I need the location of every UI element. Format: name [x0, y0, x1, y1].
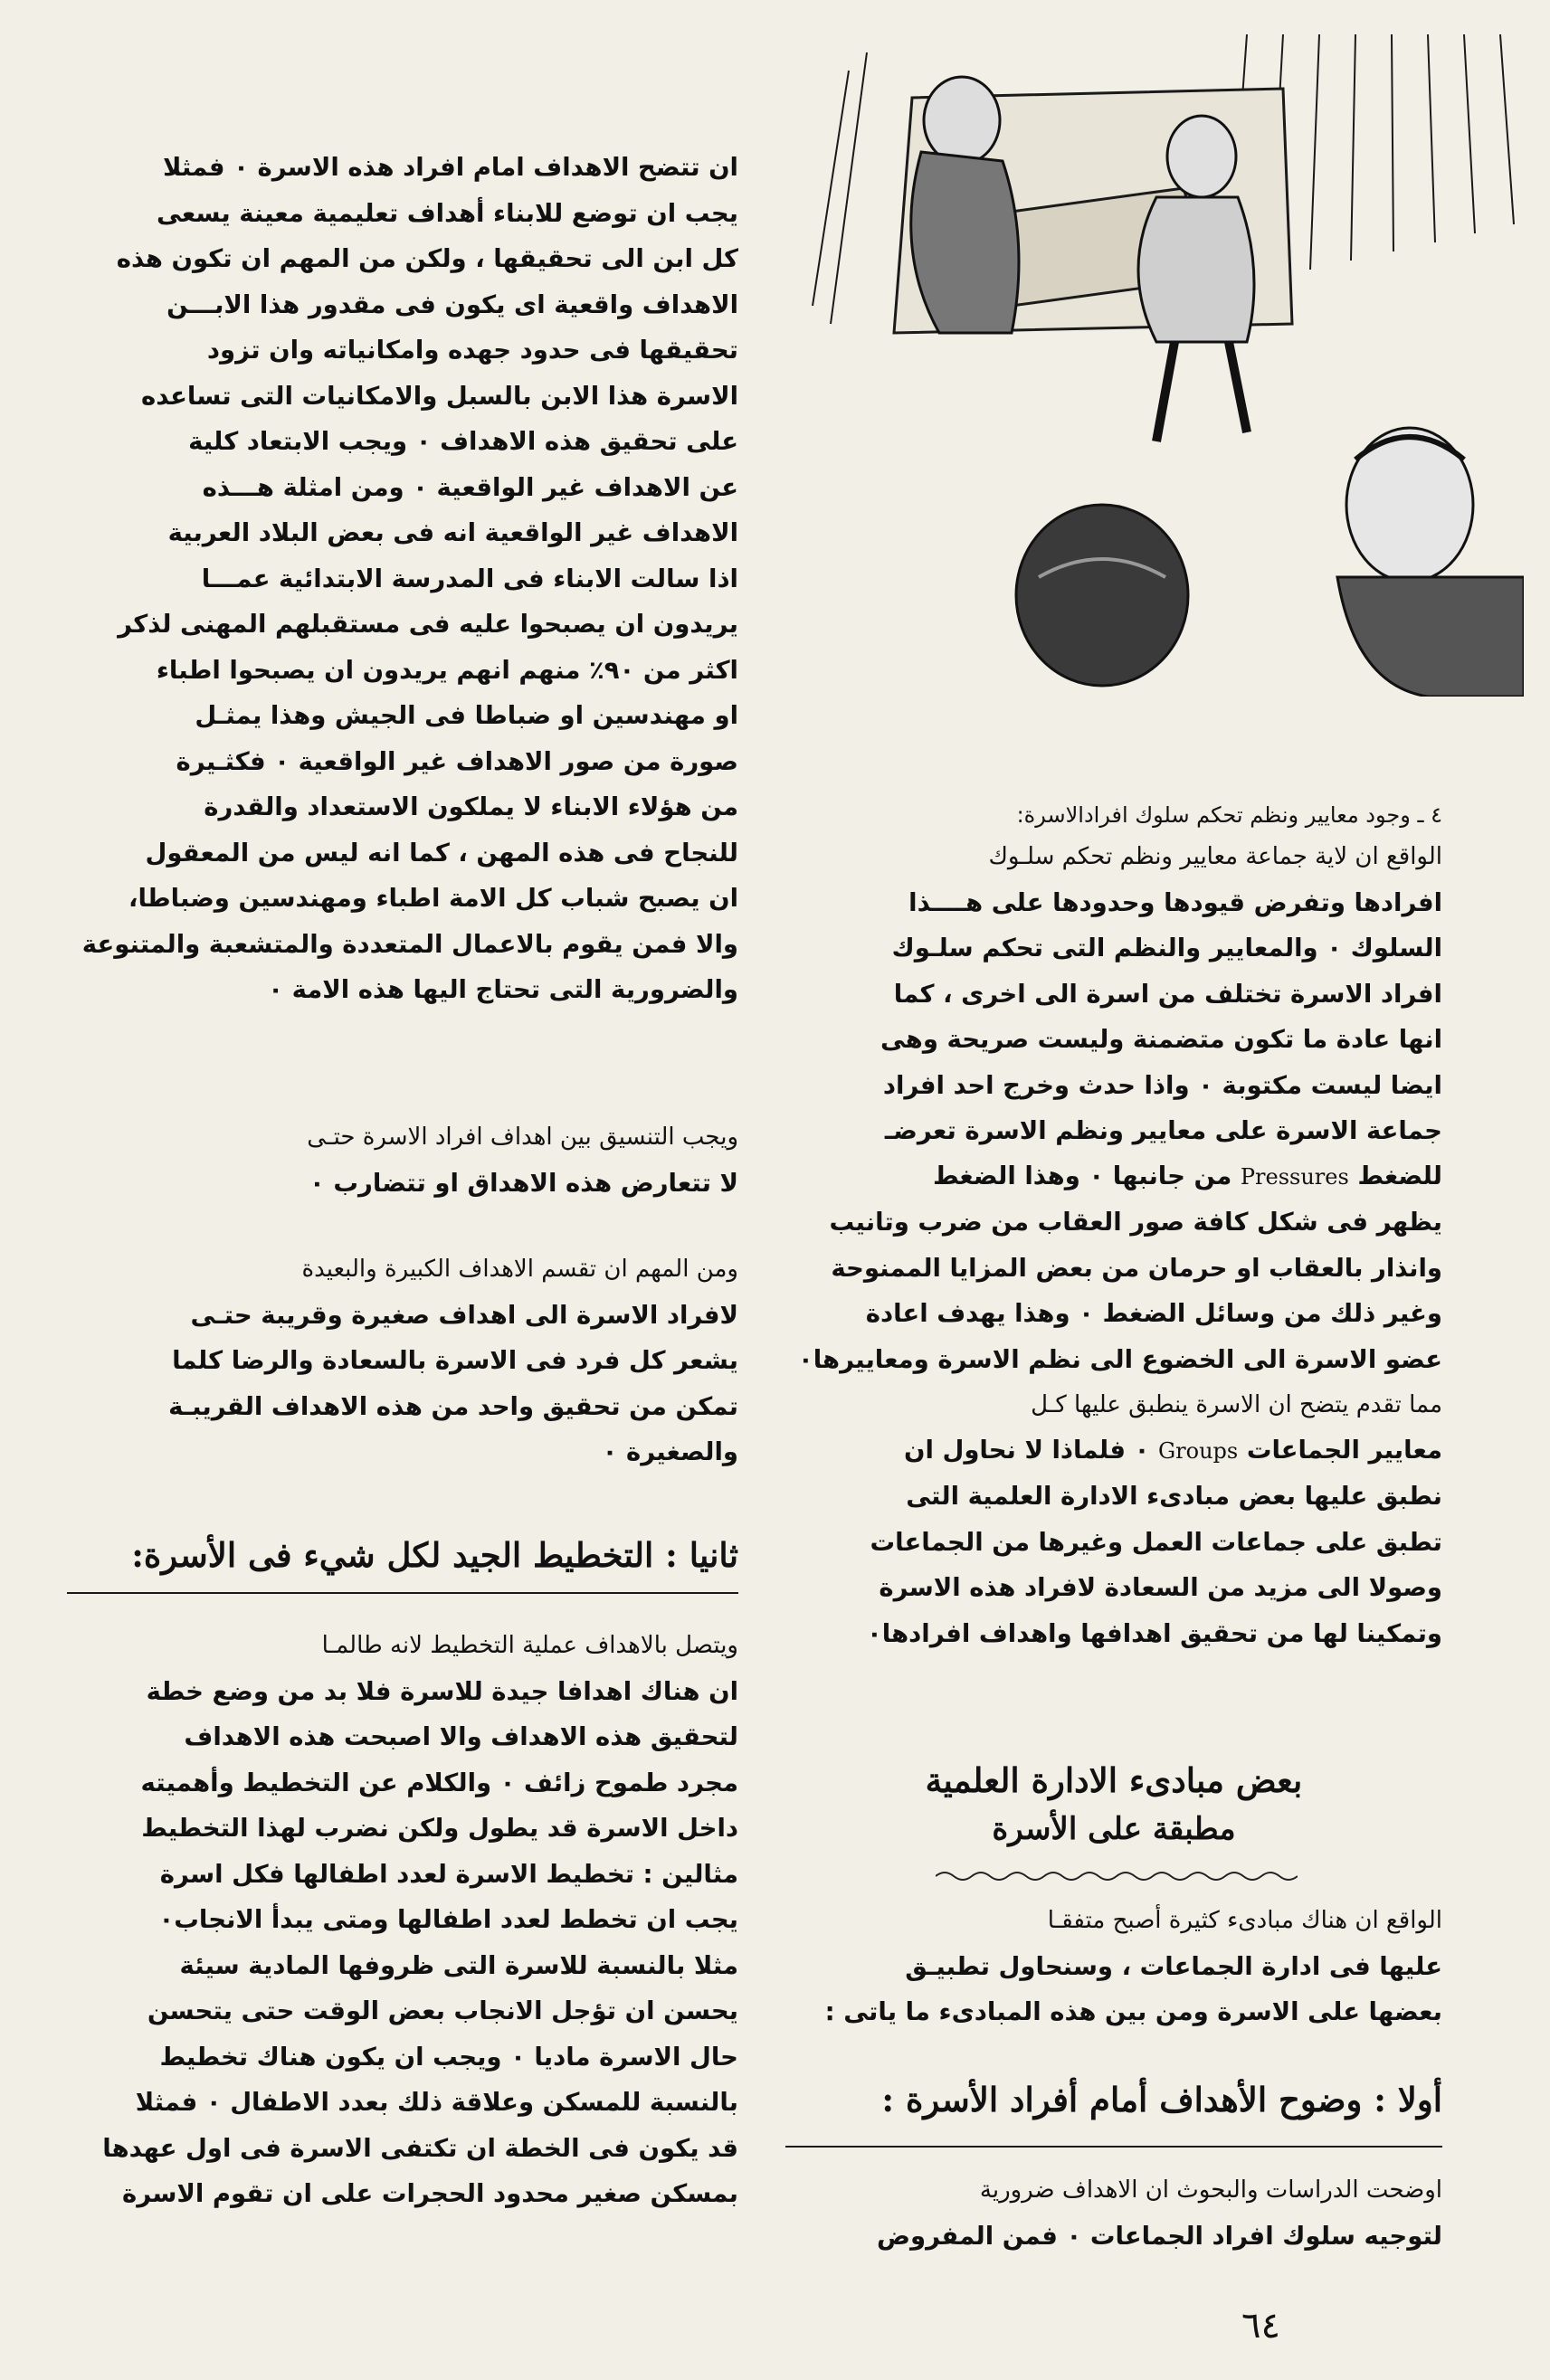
text-line: على تحقيق هذه الاهداف ٠ ويجب الابتعاد كلية — [188, 427, 738, 456]
text-line: ان هناك اهدافا جيدة للاسرة فلا بد من وضع خطة — [146, 1676, 738, 1706]
text-line: اكثر من ٩٠٪ منهم انهم يريدون ان يصبحوا اطباء — [156, 655, 738, 685]
text-line: يحسن ان تؤجل الانجاب بعض الوقت حتى يتحسن — [147, 1996, 738, 2025]
text-line: والصغيرة ٠ — [602, 1437, 738, 1466]
text-line: لتوجيه سلوك افراد الجماعات ٠ فمن المفروض — [877, 2221, 1442, 2251]
first-principle-heading: أولا : وضوح الأهداف أمام أفراد الأسرة : — [881, 2080, 1442, 2119]
text-line: مثالين : تخطيط الاسرة لعدد اطفالها فكل اسرة — [159, 1859, 738, 1889]
text-line: حال الاسرة ماديا ٠ ويجب ان يكون هناك تخطيط — [159, 2042, 738, 2072]
text-line: من هؤلاء الابناء لا يملكون الاستعداد والقدرة — [204, 792, 738, 821]
text-line: وغير ذلك من وسائل الضغط ٠ وهذا يهدف اعادة — [865, 1299, 1442, 1328]
intro-paragraph — [67, 145, 738, 1013]
text-line: يجب ان تخطط لعدد اطفالها ومتى يبدأ الانجاب٠ — [158, 1905, 738, 1934]
item4-heading: ٤ ـ وجود معايير ونظم تحكم سلوك افرادالاسرة: — [1016, 802, 1442, 828]
text-line: لا تتعارض هذه الاهداق او تتضارب ٠ — [309, 1168, 738, 1198]
text-line: او مهندسين او ضباطا فى الجيش وهذا يمثـل — [195, 701, 738, 730]
text-line: نطبق عليها بعض مبادىء الادارة العلمية التى — [906, 1482, 1442, 1511]
text-line: ايضا ليست مكتوبة ٠ واذا حدث وخرج احد افراد — [882, 1070, 1442, 1100]
text-line: ويتصل بالاهداف عملية التخطيط لانه طالمـا — [321, 1632, 738, 1659]
division-paragraph — [67, 1247, 738, 1475]
text-line: والضرورية التى تحتاج اليها هذه الامة ٠ — [268, 975, 738, 1004]
text-line: الاهداف غير الواقعية انه فى بعض البلاد العربية — [167, 518, 738, 547]
text-line: عضو الاسرة الى الخضوع الى نظم الاسرة ومعاييرها٠ — [797, 1344, 1442, 1374]
text-line: تحقيقها فى حدود جهده وامكانياته وان تزود — [206, 336, 738, 365]
text-line: يظهر فى شكل كافة صور العقاب من ضرب وتانيب — [829, 1208, 1442, 1237]
text-line: وصولا الى مزيد من السعادة لافراد هذه الاسرة — [879, 1573, 1442, 1602]
groups-line: معايير الجماعات Groups ٠ فلماذا لا نحاول ان — [903, 1436, 1442, 1465]
text-line: عن الاهداف غير الواقعية ٠ ومن امثلة هـــذه — [202, 472, 738, 502]
text-line: بمسكن صغير محدود الحجرات على ان تقوم الاسرة — [122, 2179, 738, 2208]
section-heading-planning: ثانيا : التخطيط الجيد لكل شيء فى الأسرة: — [131, 1535, 738, 1575]
text-line: داخل الاسرة قد يطول ولكن نضرب لهذا التخطيط — [141, 1814, 738, 1843]
text-line: صورة من صور الاهداف غير الواقعية ٠ فكثـيرة — [176, 746, 738, 776]
summary-paragraph — [785, 1474, 1442, 1656]
principles-intro-paragraph — [785, 1898, 1442, 2035]
text-line: الواقع ان لاية جماعة معايير ونظم تحكم سلـوك — [988, 843, 1442, 870]
principles-heading-line1: بعض مبادىء الادارة العلمية — [925, 1760, 1303, 1800]
first-principle-divider — [785, 2146, 1442, 2148]
text-line: للنجاح فى هذه المهن ، كما انه ليس من المعقول — [145, 838, 738, 868]
text-line: ويجب التنسيق بين اهداف افراد الاسرة حتـى — [307, 1124, 738, 1151]
groups-term: Groups — [1158, 1438, 1239, 1464]
first-principle-paragraph — [785, 2167, 1442, 2259]
item4-paragraph-cont — [785, 1199, 1442, 1382]
text-line: الاسرة هذا الابن بالسبل والامكانيات التى تساعده — [140, 381, 738, 411]
text-line: اذا سالت الابناء فى المدرسة الابتدائية عمـــا — [201, 564, 738, 593]
item4-paragraph — [785, 834, 1442, 1154]
text-line: تمكن من تحقيق واحد من هذه الاهداف القريبـة — [168, 1391, 738, 1421]
principles-heading-line2: مطبقة على الأسرة — [992, 1811, 1236, 1847]
family-illustration — [776, 34, 1524, 697]
text-line: السلوك ٠ والمعايير والنظم التى تحكم سلـوك — [891, 934, 1442, 962]
text-line: ان تتضح الاهداف امام افراد هذه الاسرة ٠ فمثلا — [162, 153, 738, 182]
planning-paragraph — [67, 1623, 738, 2217]
text-line: يجب ان توضع للابناء أهداف تعليمية معينة يسعى — [157, 198, 738, 228]
text-line: ان يصبح شباب كل الامة اطباء ومهندسين وضباطا، — [128, 884, 738, 913]
section-divider — [67, 1592, 738, 1594]
page-number: ٦٤ — [1241, 2305, 1280, 2347]
coordination-paragraph — [67, 1114, 738, 1206]
text-line: انها عادة ما تكون متضمنة وليست صريحة وهى — [880, 1025, 1442, 1054]
text-line: اوضحت الدراسات والبحوث ان الاهداف ضرورية — [979, 2176, 1442, 2204]
pressures-line: للضغط Pressures من جانبها ٠ وهذا الضغط — [932, 1162, 1442, 1190]
summary-first-line: مما تقدم يتضح ان الاسرة ينطبق عليها كـل — [1031, 1391, 1442, 1418]
text-line: لافراد الاسرة الى اهداف صغيرة وقريبة حتـى — [190, 1300, 738, 1330]
text-line: كل ابن الى تحقيقها ، ولكن من المهم ان تكون هذه — [116, 244, 738, 273]
pressures-term: Pressures — [1240, 1164, 1349, 1190]
text-line: لتحقيق هذه الاهداف والا اصبحت هذه الاهداف — [184, 1722, 738, 1751]
wavy-divider — [936, 1869, 1298, 1883]
text-line: مثلا بالنسبة للاسرة التى ظروفها المادية سيئة — [179, 1950, 738, 1980]
text-line: مجرد طموح زائف ٠ والكلام عن التخطيط وأهميته — [140, 1768, 738, 1797]
text-line: تطبق على جماعات العمل وغيرها من الجماعات — [870, 1527, 1442, 1557]
text-line: الواقع ان هناك مبادىء كثيرة أصبح متفقـا — [1047, 1907, 1442, 1934]
text-line: والا فمن يقوم بالاعمال المتعددة والمتشعبة والمتنوعة — [81, 929, 738, 959]
text-line: افرادها وتفرض قيودها وحدودها على هــــذا — [908, 887, 1442, 917]
text-line: وانذار بالعقاب او حرمان من بعض المزايا الممنوحة — [831, 1253, 1442, 1283]
text-line: جماعة الاسرة على معايير ونظم الاسرة تعرضـ — [884, 1116, 1442, 1145]
text-line: وتمكينا لها من تحقيق اهدافها واهداف افرادها٠ — [866, 1618, 1442, 1648]
text-line: يريدون ان يصبحوا عليه فى مستقبلهم المهنى لذكر — [118, 610, 738, 639]
text-line: الاهداف واقعية اى يكون فى مقدور هذا الابـــن — [166, 289, 738, 319]
text-line: بالنسبة للمسكن وعلاقة ذلك بعدد الاطفال ٠ فمثلا — [135, 2088, 738, 2117]
text-line: قد يكون فى الخطة ان تكتفى الاسرة فى اول عهدها — [102, 2133, 738, 2163]
text-line: يشعر كل فرد فى الاسرة بالسعادة والرضا كلما — [172, 1346, 738, 1375]
text-line: ومن المهم ان تقسم الاهداف الكبيرة والبعيدة — [301, 1256, 738, 1283]
text-line: بعضها على الاسرة ومن بين هذه المبادىء ما ياتى : — [824, 1997, 1442, 2026]
text-line: عليها فى ادارة الجماعات ، وسنحاول تطبيـق — [905, 1951, 1442, 1981]
text-line: افراد الاسرة تختلف من اسرة الى اخرى ، كما — [893, 979, 1442, 1009]
